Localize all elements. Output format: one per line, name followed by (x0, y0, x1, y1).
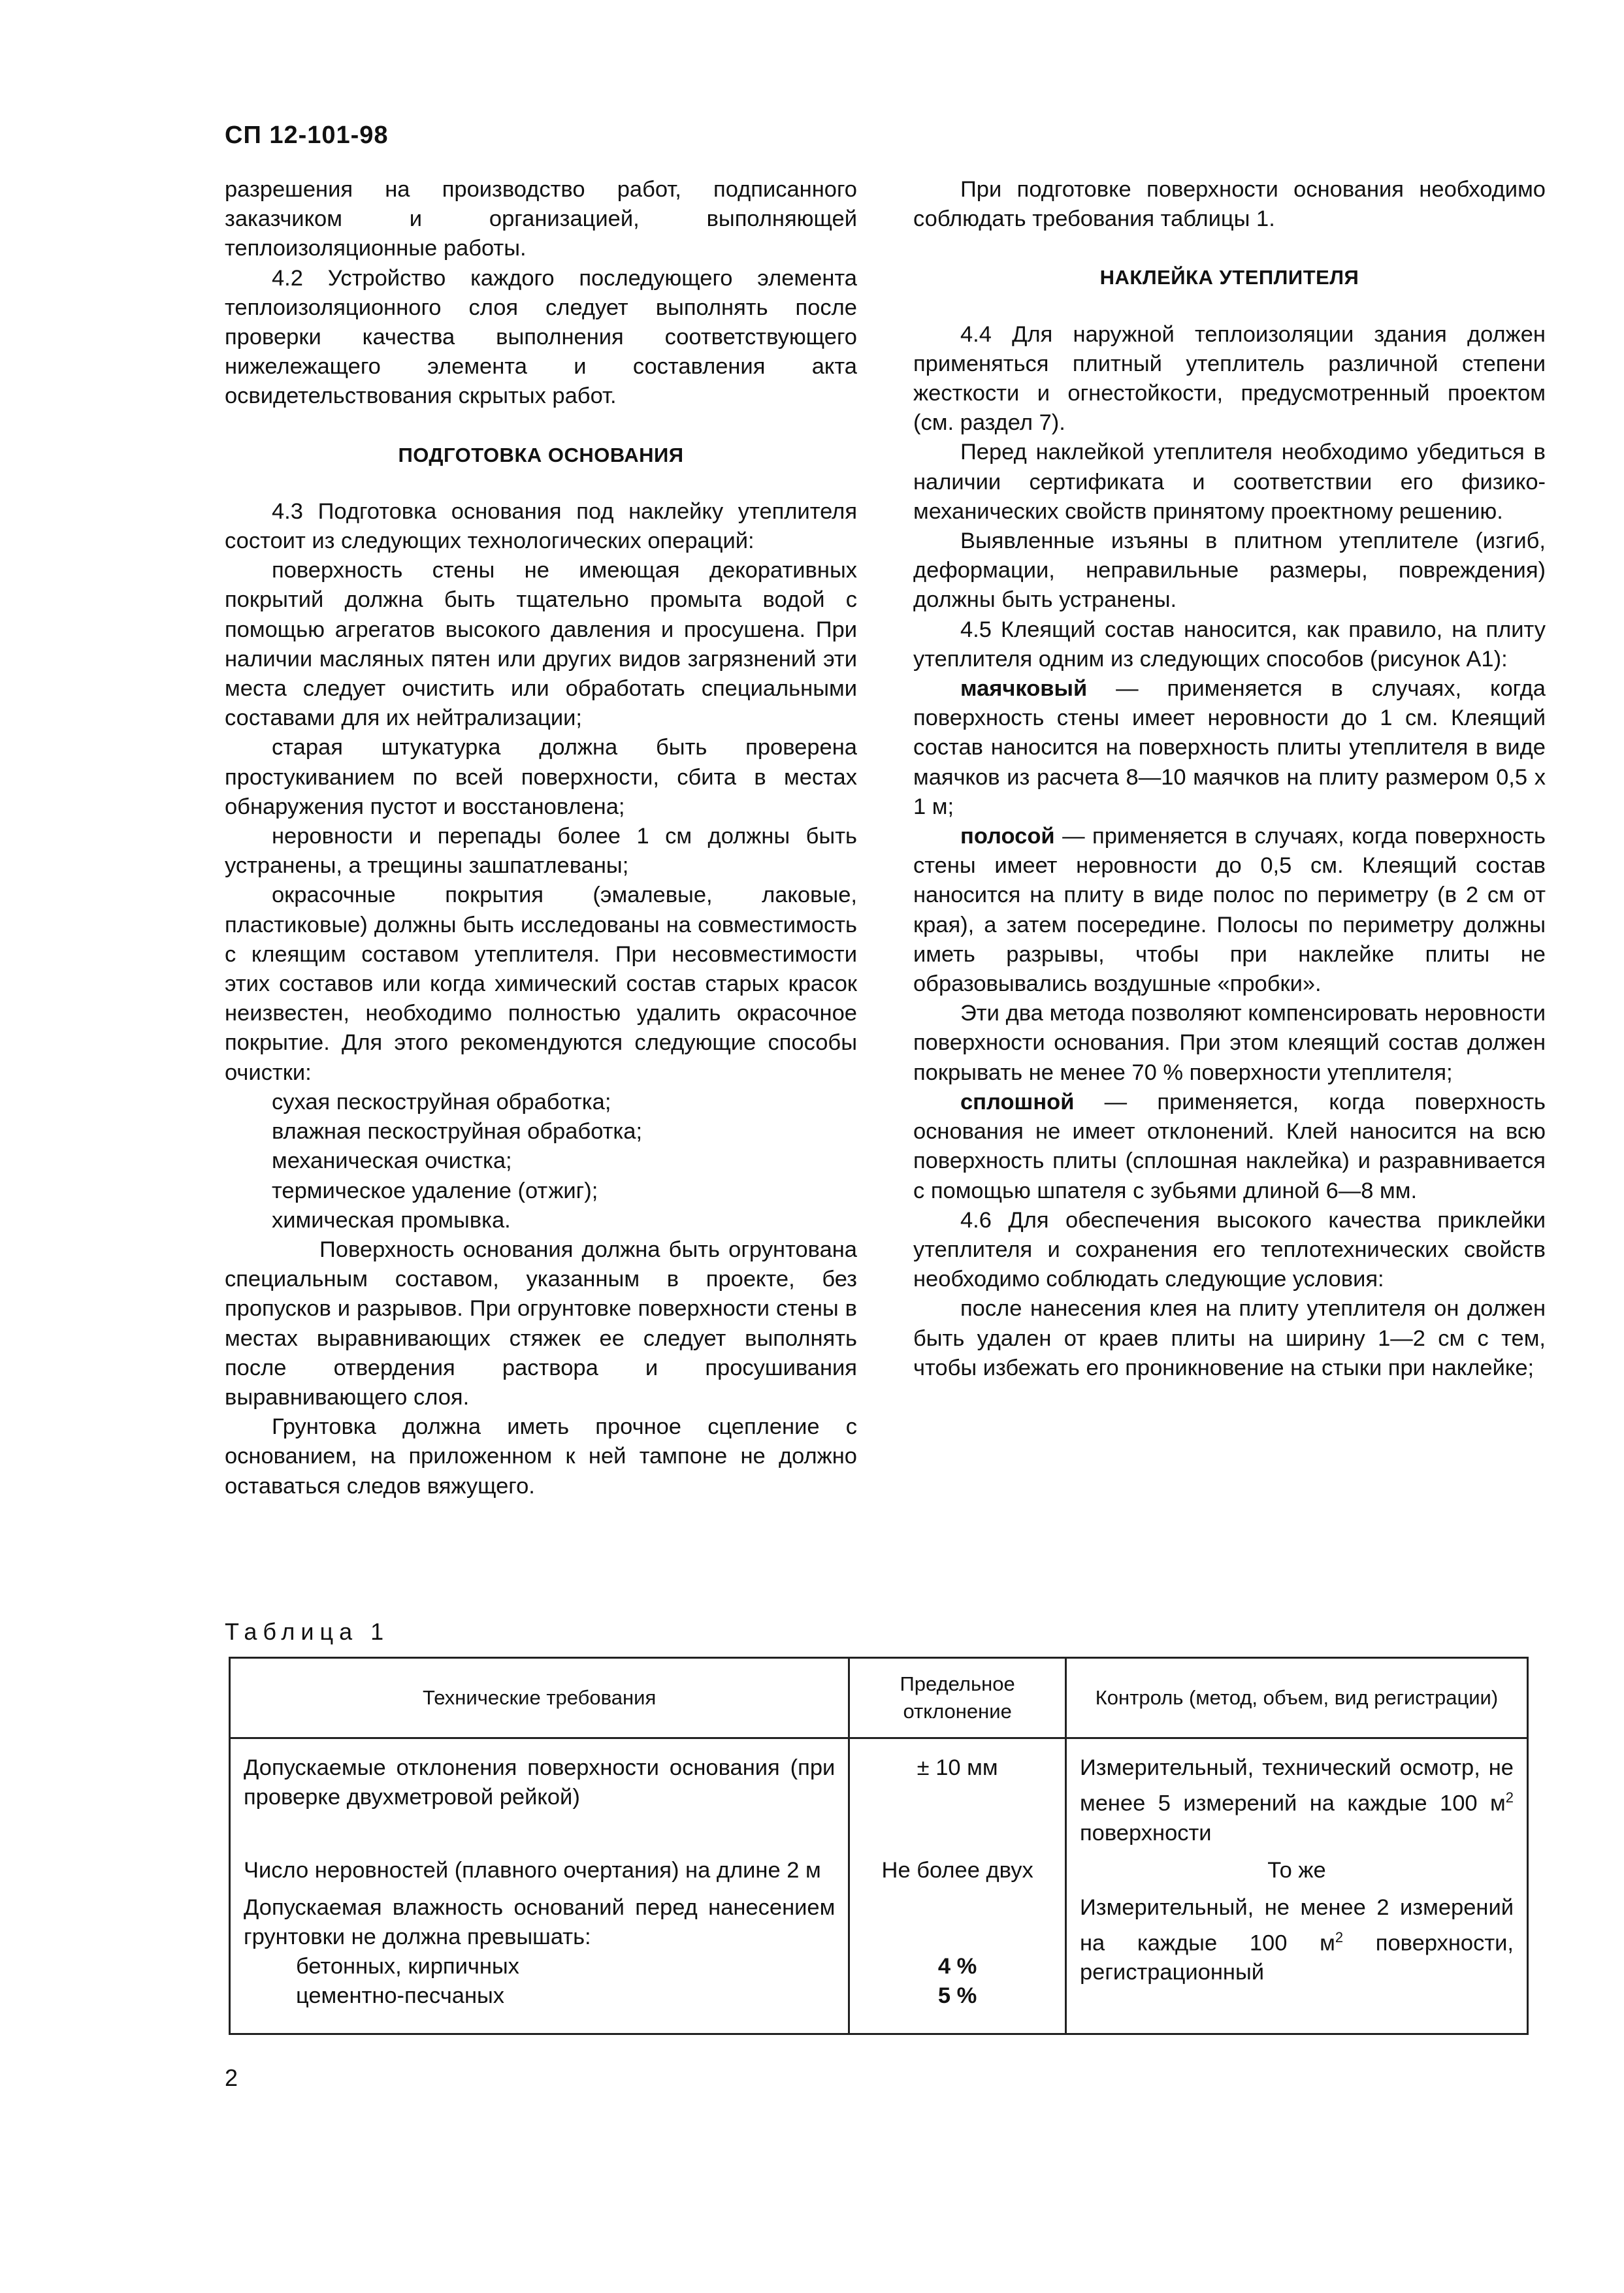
table-row (230, 1885, 1528, 2034)
paragraph-4-2: 4.2 Устройство каждого последующего элемента теплоизоляционного слоя следует выполнять после проверки качества выполнения соответствующего нижележащего элемента и составления акта освидетельствования скрытых работ. (225, 265, 857, 409)
list-item: химическая промывка. (272, 1207, 511, 1233)
paragraph: При подготовке поверхности основания необходимо соблюдать требования таблицы 1. (913, 177, 1546, 232)
table-cell: Измерительный, не менее 2 измерений на каждые 100 $м^2$ поверхности, регистрационный (1065, 1885, 1527, 2034)
method-text: — применяется в случаях, когда поверхность стены имеет неровности до 0,5 см. Клеящий состав наносится на плиту в виде полос по периметру (в 2 см от края), а затем посередине. Полосы по периметру должны иметь разрывы, чтобы при наклейке плиты не образовывались воздушные «пробки». (913, 824, 1546, 997)
table-row (230, 1738, 1528, 1848)
paragraph: окрасочные покрытия (эмалевые, лаковые, пластиковые) должны быть исследованы на совместимость с клеящим составом утеплителя. При несовместимости этих составов или когда химический состав старых красок неизвестен, необходимо полностью удалить окрасочное покрытие. Для этого рекомендуются следующие способы очистки: (225, 883, 857, 1085)
paragraph-4-3: 4.3 Подготовка основания под наклейку утеплителя состоит из следующих технологических операций: (225, 498, 857, 554)
table-cell: Не более двух (849, 1848, 1066, 1885)
table-cell: То же (1065, 1848, 1527, 1885)
list-item: влажная пескоструйная обработка; (272, 1119, 643, 1145)
method-term: сплошной (960, 1089, 1075, 1114)
paragraph-4-5: 4.5 Клеящий состав наносится, как правило, на плиту утеплителя одним из следующих способов (рисунок А1): (913, 617, 1546, 672)
sub-item: цементно-песчаных (296, 1983, 505, 2008)
section-heading-base-preparation: ПОДГОТОВКА ОСНОВАНИЯ (398, 443, 684, 466)
sub-item: бетонных, кирпичных (296, 1953, 519, 1979)
left-column (225, 175, 857, 1501)
paragraph-4-4: 4.4 Для наружной теплоизоляции здания должен применяться плитный утеплитель различной степени жесткости и огнестойкости, предусмотренный проектом (см. раздел 7). (913, 321, 1546, 436)
table-cell: Допускаемая влажность оснований перед нанесением грунтовки не должна превышать: бетонных, кирпичных цементно-песчаных (230, 1885, 849, 2034)
method-term: полосой (960, 824, 1055, 849)
right-column (913, 175, 1546, 1383)
list-item: сухая пескоструйная обработка; (272, 1089, 611, 1114)
table-caption: Таблица 1 (225, 1618, 390, 1645)
table-row (230, 1848, 1528, 1885)
paragraph: Поверхность основания должна быть огрунтована специальным составом, указанным в проекте, без пропусков и разрывов. При огрунтовке поверхности стены в местах выравнивающих стяжек ее следует выполнять после отвердения раствора и просушивания выравнивающего слоя. (225, 1237, 857, 1410)
document-code: СП 12-101-98 (225, 122, 389, 149)
method-term: маячковый (960, 676, 1088, 702)
table-cell: Допускаемые отклонения поверхности основания (при проверке двухметровой рейкой) (230, 1738, 849, 1848)
paragraph: неровности и перепады более 1 см должны быть устранены, а трещины зашпатлеваны; (225, 824, 857, 879)
list-item: механическая очистка; (272, 1148, 512, 1174)
table-cell (849, 1885, 1066, 2034)
column-header: Предельное отклонение (849, 1658, 1066, 1738)
method-text: — применяется в случаях, когда поверхность стены имеет неровности до 1 см. Клеящий состав наносится на поверхность плиты утеплителя в виде маячков из расчета 8—10 маячков на плиту размером 0,5 x 1 м; (913, 676, 1546, 819)
table-header-row (230, 1658, 1528, 1738)
column-header: Технические требования (230, 1658, 849, 1738)
requirements-table (229, 1657, 1529, 2035)
paragraph: после нанесения клея на плиту утеплителя он должен быть удален от краев плиты на ширину 1—2 см с тем, чтобы избежать его проникновение на стыки при наклейке; (913, 1296, 1546, 1380)
method-continuous (913, 1088, 1546, 1206)
table-cell: ± 10 мм (849, 1738, 1066, 1848)
paragraph: разрешения на производство работ, подписанного заказчиком и организацией, выполняющей теплоизоляционные работы. (225, 177, 857, 261)
table-cell: Измерительный, технический осмотр, не менее 5 измерений на каждые 100 $м^2$ поверхности (1065, 1738, 1527, 1848)
paragraph: Перед наклейкой утеплителя необходимо убедиться в наличии сертификата и соответствии его физико-механических свойств принятому проектному решению. (913, 440, 1546, 524)
table-cell: Число неровностей (плавного очертания) на длине 2 м (230, 1848, 849, 1885)
paragraph-4-6: 4.6 Для обеспечения высокого качества приклейки утеплителя и сохранения его теплотехнических свойств необходимо соблюдать следующие условия: (913, 1207, 1546, 1292)
method-text: — применяется, когда поверхность основания не имеет отклонений. Клей наносится на всю поверхность плиты (сплошная наклейка) и разравнивается с помощью шпателя с зубьями длиной 6—8 мм. (913, 1089, 1546, 1203)
deviation-value: 5 % (937, 1983, 977, 2008)
section-heading-insulation-gluing: НАКЛЕЙКА УТЕПЛИТЕЛЯ (1099, 266, 1359, 289)
paragraph: поверхность стены не имеющая декоративных покрытий должна быть тщательно промыта водой с помощью агрегатов высокого давления и просушена. При наличии масляных пятен или других видов загрязнений эти места следует очистить или обработать специальными составами для их нейтрализации; (225, 558, 857, 731)
method-strip (913, 822, 1546, 999)
paragraph: Грунтовка должна иметь прочное сцепление с основанием, на приложенном к ней тампоне не должно оставаться следов вяжущего. (225, 1414, 857, 1499)
paragraph: Выявленные изъяны в плитном утеплителе (изгиб, деформации, неправильные размеры, повреждения) должны быть устранены. (913, 529, 1546, 613)
paragraph: Эти два метода позволяют компенсировать неровности поверхности основания. При этом клеящий состав должен покрывать не менее 70 % поверхности утеплителя; (913, 1001, 1546, 1085)
method-beacon (913, 674, 1546, 822)
deviation-value: 4 % (937, 1953, 977, 1979)
column-header: Контроль (метод, объем, вид регистрации) (1065, 1658, 1527, 1738)
list-item: термическое удаление (отжиг); (272, 1178, 598, 1203)
page-number: 2 (225, 2064, 238, 2091)
paragraph: старая штукатурка должна быть проверена простукиванием по всей поверхности, сбита в местах обнаружения пустот и восстановлена; (225, 735, 857, 819)
